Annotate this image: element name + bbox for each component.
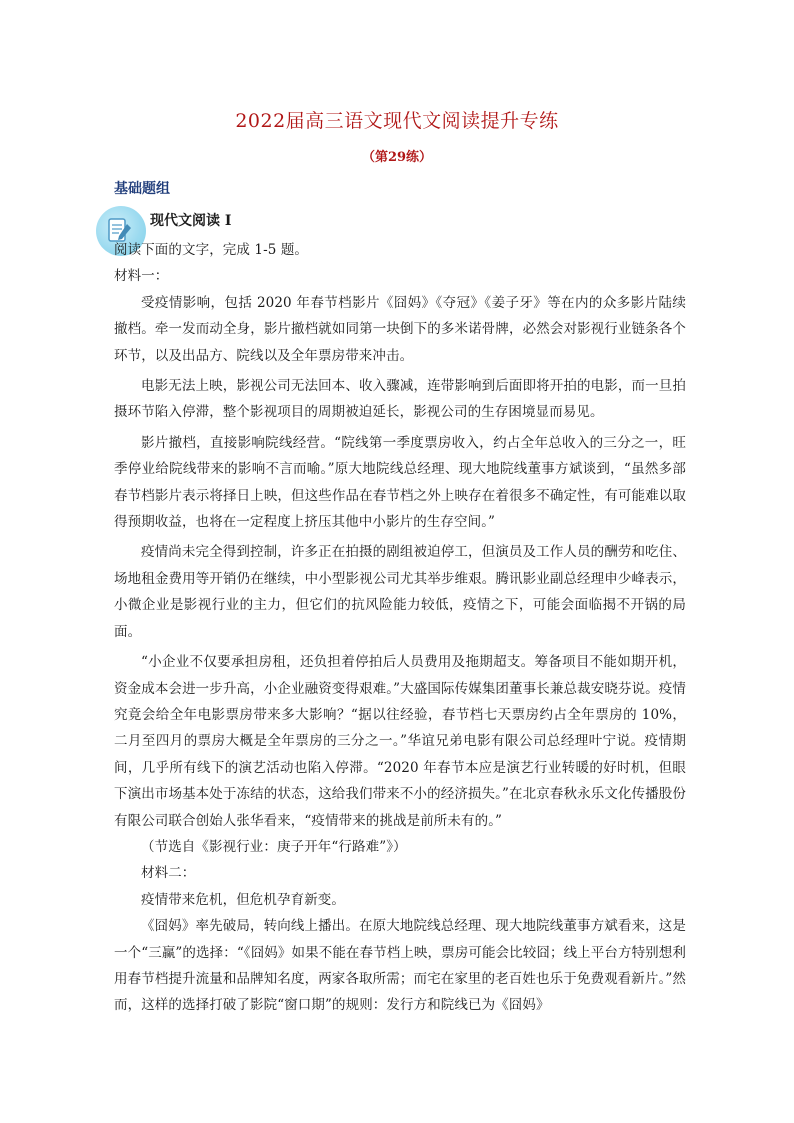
paragraph: 受疫情影响，包括 2020 年春节档影片《囧妈》《夺冠》《姜子牙》等在内的众多影片陆续撤档。牵一发而动全身，影片撤档就如同第一块倒下的多米诺骨牌，必然会对影视行业链条各个环节，以及出品方、院线以及全年票房带来冲击。 <box>114 294 686 364</box>
paragraph: 《囧妈》率先破局，转向线上播出。在原大地院线总经理、现大地院线董事方斌看来，这是一个“三赢”的选择：“《囧妈》如果不能在春节档上映，票房可能会比较囧；线上平台方特别想利用春节档提升流量和品牌知名度，两家各取所需；而宅在家里的老百姓也乐于免费观看新片。”然而，这样的选择打破了影院“窗口期”的规则：发行方和院线已为《囧妈》 <box>114 918 686 1014</box>
page-title: 2022届高三语文现代文阅读提升专练 <box>235 110 559 132</box>
paragraph: 电影无法上映，影视公司无法回本、收入骤减，连带影响到后面即将开拍的电影，而一旦拍摄环节陷入停滞，整个影视项目的周期被迫延长，影视公司的生存困境显而易见。 <box>114 378 686 421</box>
reading-passage <box>114 237 686 1019</box>
paragraph: 疫情尚未完全得到控制，许多正在拍摄的剧组被迫停工，但演员及工作人员的酬劳和吃住、场地租金费用等开销仍在继续，中小型影视公司尤其举步维艰。腾讯影业副总经理申少峰表示，小微企业是影视行业的主力，但它们的抗风险能力较低，疫情之下，可能会面临揭不开锅的局面。 <box>114 544 686 640</box>
page-subtitle: （第29练） <box>361 150 433 165</box>
source-citation: （节选自《影视行业：庚子开年“行路难”》） <box>141 838 407 855</box>
paragraph: “小企业不仅要承担房租，还负担着停拍后人员费用及拖期超支。筹备项目不能如期开机，资金成本会进一步升高，小企业融资变得艰难。”大盛国际传媒集团董事长兼总裁安晓芬说。疫情究竟会给全年电影票房带来多大影响？“据以往经验，春节档七天票房约占全年票房的 10%，二月至四月的票房大概是全年票房的三分之一。”华谊兄弟电影有限公司总经理叶宁说。疫情期间，几乎所有线下的演艺活动也陷入停滞。“2020 年春节本应是演艺行业转暖的好时机，但眼下演出市场基本处于冻结的状态，这给我们带来不小的经济损失。”在北京春秋永乐文化传播股份有限公司联合创始人张华看来，“疫情带来的挑战是前所未有的。” <box>114 654 686 829</box>
material2-label: 材料二： <box>141 865 196 882</box>
group-label: 基础题组 <box>114 181 170 197</box>
material1-label: 材料一： <box>114 268 169 285</box>
paragraph: 影片撤档，直接影响院线经营。“院线第一季度票房收入，约占全年总收入的三分之一，旺季停业给院线带来的影响不言而喻。”原大地院线总经理、现大地院线董事方斌谈到，“虽然多部春节档影片表示将择日上映，但这些作品在春节档之外上映存在着很多不确定性，有可能难以取得预期收益，也将在一定程度上挤压其他中小影片的生存空间。” <box>114 434 686 531</box>
section-heading: 现代文阅读 I <box>150 213 232 229</box>
instruction: 阅读下面的文字，完成 1-5 题。 <box>114 242 309 258</box>
paragraph: 疫情带来危机，但危机孕育新变。 <box>141 891 345 908</box>
